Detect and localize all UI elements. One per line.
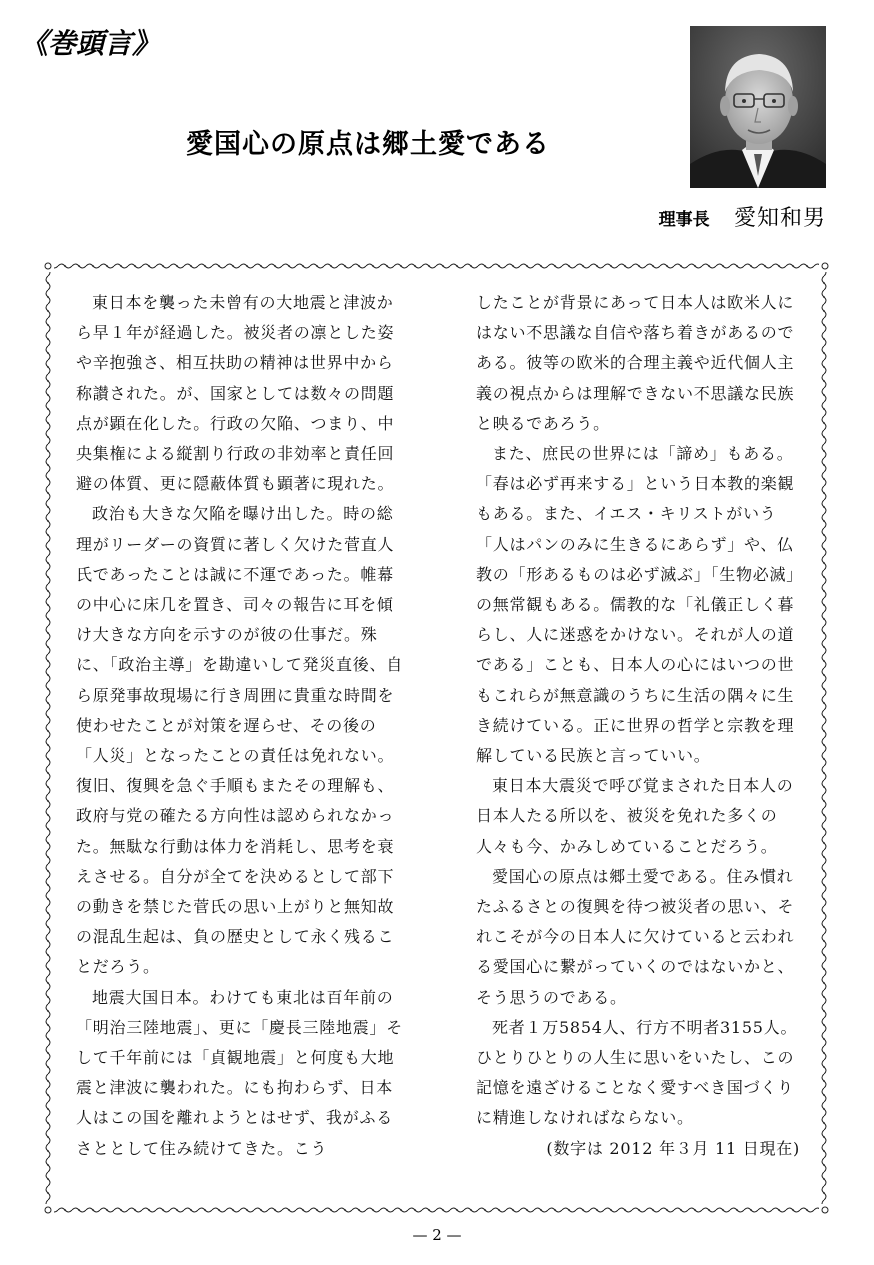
paragraph: 東日本を襲った未曾有の大地震と津波から早１年が経過した。被災者の凛とした姿や辛抱強さ、相互扶助の精神は世界中から称讃された。が、国家としては数々の問題点が顕在化した。行政の欠陥、つまり、中央集権による縦割り行政の非効率と責任回避の体質、更に隠蔽体質も顕著に現れた。	[76, 293, 395, 494]
author-name: 愛知和男	[733, 206, 826, 231]
paragraph: また、庶民の世界には「諦め」もある。「春は必ず再来する」という日本教的楽観もある。また、イエス・キリストがいう「人はパンのみに生きるにあらず」や、仏教の「形あるものは必ず滅ぶ」「生物必滅」の無常観もある。儒教的な「礼儀正しく暮らし、人に迷惑をかけない。それが人の道である」ことも、日本人の心にはいつの世もこれらが無意識のうちに生活の隅々に生き続けている。正に世界の哲学と宗教を理解している民族と言っていい。	[476, 444, 804, 766]
author-line	[659, 201, 826, 232]
portrait-image	[690, 26, 826, 188]
author-photo	[690, 26, 826, 188]
section-label: 《巻頭言》	[20, 27, 161, 60]
paragraph: 政治も大きな欠陥を曝け出した。時の総理がリーダーの資質に著しく欠けた菅直人氏であったことは誠に不運であった。帷幕の中心に床几を置き、司々の報告に耳を傾け大きな方向を示すのが彼の仕事だ。殊に、「政治主導」を勘違いして発災直後、自ら原発事故現場に行き周囲に貴重な時間を使わせたことが対策を遅らせ、その後の「人災」となったことの責任は免れない。復旧、復興を急ぐ手順もまたその理解も、政府与党の確たる方向性は認められなかった。無駄な行動は体力を消耗し、思考を衰えさせる。自分が全てを決めるとして部下の動きを禁じた菅氏の思い上がりと無知故の混乱生起は、負の歴史として永く残ることだろう。	[76, 504, 404, 977]
article-title: 愛国心の原点は郷土愛である	[186, 129, 550, 160]
page-number: — 2 —	[412, 1226, 462, 1244]
data-note: (数字は 2012 年３月 11 日現在)	[546, 1138, 800, 1158]
paragraph: 東日本大震災で呼び覚まされた日本人の日本人たる所以を、被災を免れた多くの人々も今、かみしめていることだろう。	[476, 776, 794, 856]
paragraph: 死者１万5854人、行方不明者3155人。ひとりひとりの人生に思いをいたし、この記憶を遠ざけることなく愛すべき国づくりに精進しなければならない。	[476, 1017, 798, 1128]
article-column-left	[76, 288, 404, 1164]
paragraph: 愛国心の原点は郷土愛である。住み慣れたふるさとの復興を待つ被災者の思い、それこそが今の日本人に欠けていると云われる愛国心に繋がっていくのではないかと、そう思うのである。	[476, 866, 795, 1007]
author-role: 理事長	[658, 210, 710, 230]
article-column-right	[476, 288, 804, 1164]
paragraph: 地震大国日本。わけても東北は百年前の「明治三陸地震」、更に「慶長三陸地震」そして千年前には「貞観地震」と何度も大地震と津波に襲われた。にも拘わらず、日本人はこの国を離れようとはせず、我がふるさととして住み続けてきた。こう	[76, 987, 404, 1158]
paragraph-continued: したことが背景にあって日本人は欧米人にはない不思議な自信や落ち着きがあるのである。彼等の欧米的合理主義や近代個人主義の視点からは理解できない不思議な民族と映るであろう。	[476, 293, 795, 433]
